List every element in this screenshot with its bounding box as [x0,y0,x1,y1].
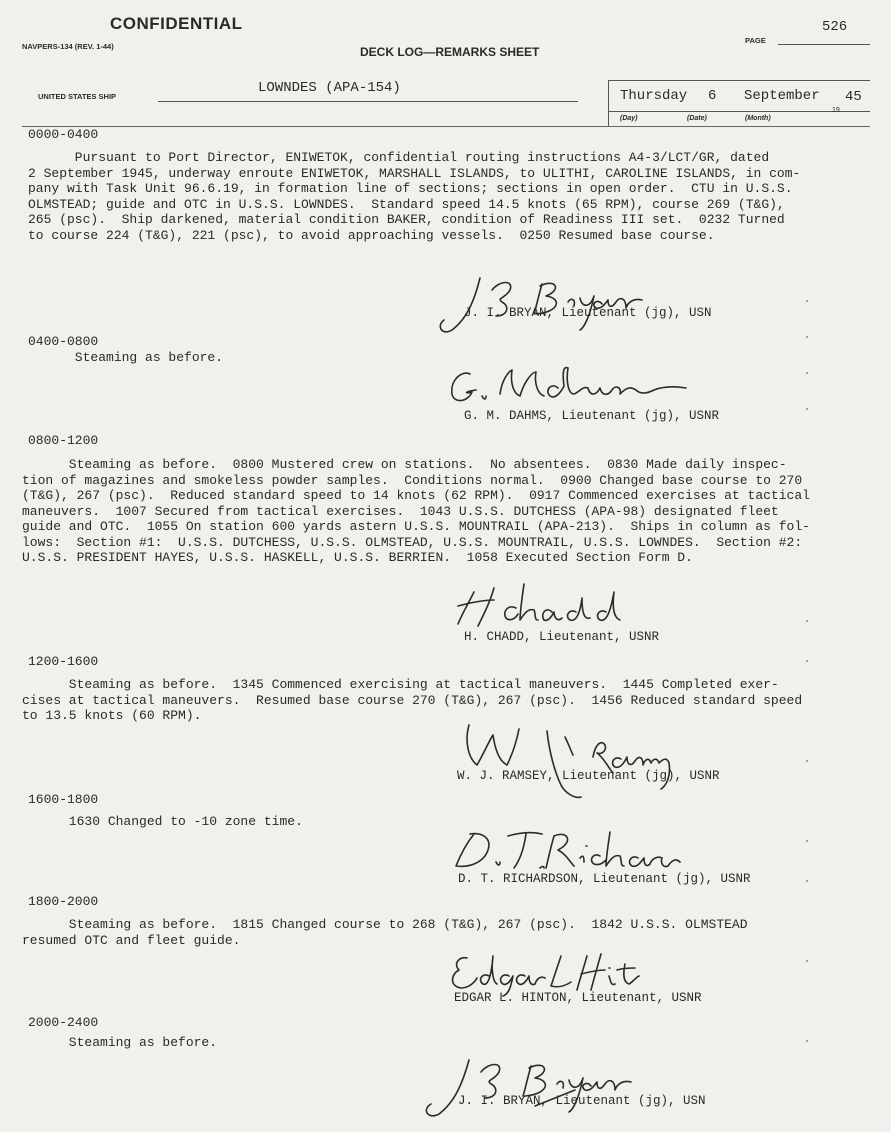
signature-line: D. T. RICHARDSON, Lieutenant (jg), USNR [458,872,751,886]
log-line: 1630 Changed to -10 zone time. [22,814,303,829]
paper-speck [806,960,808,962]
classification-heading: CONFIDENTIAL [110,14,243,33]
date-month: September [744,88,820,104]
date-century-prefix: 19 [832,107,840,114]
watch-time: 0400-0800 [28,334,99,349]
date-box-left-rule [608,80,609,126]
paper-speck [806,408,808,410]
date-date: 6 [708,88,717,104]
log-line: to 13.5 knots (60 RPM). [22,708,202,723]
handwritten-signature [415,1050,665,1130]
log-line: Steaming as before. [22,1035,218,1050]
log-line: (T&G), 267 (psc). Reduced standard speed to 14 knots (62 RPM). 0917 Commenced exercises at tactical [22,488,810,503]
signature-line: EDGAR L. HINTON, Lieutenant, USNR [454,991,702,1005]
page-number-line [778,44,870,45]
log-line: Steaming as before. [28,350,224,365]
log-line: to course 224 (T&G), 221 (psc), to avoid approaching vessels. 0250 Resumed base course. [28,227,715,243]
day-label: (Day) [620,115,638,122]
handwritten-signature [440,360,700,414]
ship-name: LOWNDES (APA-154) [258,80,401,96]
paper-speck [806,336,808,338]
paper-speck [806,1040,808,1042]
log-line: guide and OTC. 1055 On station 600 yards astern U.S.S. MOUNTRAIL (APA-213). Ships in column as fol- [22,519,810,534]
date-day: Thursday [620,88,688,104]
log-line: OLMSTEAD; guide and OTC in U.S.S. LOWNDES. Standard speed 14.5 knots (65 RPM), course 269 (T&G), [28,196,785,212]
handwritten-signature [450,578,650,638]
signature-line: H. CHADD, Lieutenant, USNR [464,630,660,644]
watch-time: 1600-1800 [28,792,99,807]
paper-speck [806,840,808,842]
page-label: PAGE [745,36,766,45]
log-line: Steaming as before. 1815 Changed course to 268 (T&G), 267 (psc). 1842 U.S.S. OLMSTEAD [22,917,748,932]
log-line: 2 September 1945, underway enroute ENIWETOK, MARSHALL ISLANDS, to ULITHI, CAROLINE ISLANDS, in com- [28,165,801,181]
log-entry-text [28,150,800,243]
page-title: DECK LOG—REMARKS SHEET [360,45,540,59]
log-line: Pursuant to Port Director, ENIWETOK, confidential routing instructions A4-3/LCT/GR, dated [28,150,770,165]
log-entry-text [22,457,810,566]
signature-line: J. I. BRYAN, Lieutenant (jg), USN [464,306,712,320]
paper-speck [806,620,808,622]
handwritten-signature [455,715,685,805]
paper-speck [806,300,808,302]
date-box-rule [608,111,870,112]
log-line: Steaming as before. 1345 Commenced exercising at tactical maneuvers. 1445 Completed exer- [22,677,779,692]
watch-time: 1200-1600 [28,654,99,669]
paper-speck [806,660,808,662]
paper-speck [806,880,808,882]
log-entry-text [22,677,802,724]
page-number: 526 [822,19,848,35]
paper-speck [806,372,808,374]
watch-time: 0000-0400 [28,127,99,142]
log-line: maneuvers. 1007 Secured from tactical exercises. 1043 U.S.S. DUTCHESS (APA-98) designated fleet [22,503,779,519]
handwritten-signature [445,946,645,996]
ship-name-line [158,101,578,102]
watch-time: 0800-1200 [28,433,99,448]
ship-label: UNITED STATES SHIP [38,92,117,101]
log-entry-text [22,814,303,830]
log-line: lows: Section #1: U.S.S. DUTCHESS, U.S.S. OLMSTEAD, U.S.S. MOUNTRAIL, U.S.S. LOWNDES. Section #2: [22,534,803,550]
date-label: (Date) [687,115,707,122]
log-line: tion of magazines and smokeless powder samples. Conditions normal. 0900 Changed base course to 270 [22,472,803,488]
signature-line: W. J. RAMSEY, Lieutenant (jg), USNR [457,769,720,783]
log-line: resumed OTC and fleet guide. [22,932,241,948]
signature-line: G. M. DAHMS, Lieutenant (jg), USNR [464,409,720,423]
date-box-top-rule [608,80,870,81]
log-line: cises at tactical maneuvers. Resumed base course 270 (T&G), 267 (psc). 1456 Reduced standard speed [22,692,803,708]
log-line: Steaming as before. 0800 Mustered crew on stations. No absentees. 0830 Made daily inspec- [22,457,787,472]
header-divider [22,126,870,127]
log-entry-text [22,917,748,948]
date-year: 45 [845,89,862,105]
signature-line: J. I. BRYAN, Lieutenant (jg), USN [458,1094,706,1108]
log-line: 265 (psc). Ship darkened, material condition BAKER, condition of Readiness III set. 0232 Turned [28,212,785,227]
watch-time: 1800-2000 [28,894,99,909]
month-label: (Month) [745,115,771,122]
log-line: U.S.S. PRESIDENT HAYES, U.S.S. HASKELL, U.S.S. BERRIEN. 1058 Executed Section Form D. [22,550,693,565]
log-entry-text [28,350,223,366]
handwritten-signature [450,822,690,876]
log-entry-text [22,1035,217,1051]
paper-speck [806,760,808,762]
watch-time: 2000-2400 [28,1015,99,1030]
form-number: NAVPERS-134 (REV. 1-44) [22,42,114,51]
log-line: pany with Task Unit 96.6.19, in formation line of sections; sections in open order. CTU in U.S.S. [28,181,793,196]
